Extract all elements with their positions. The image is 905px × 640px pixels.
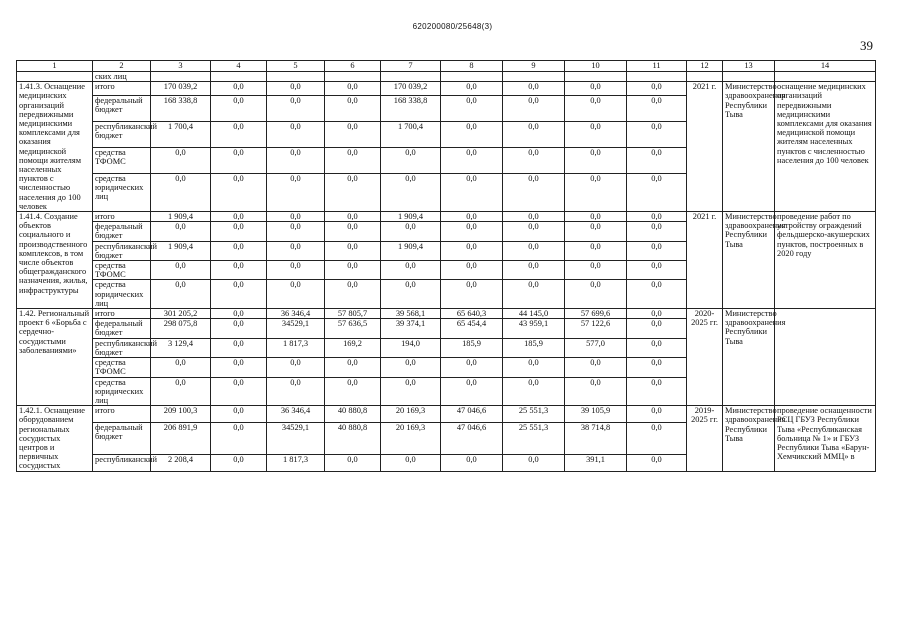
executor-cell: Министерство здравоохранения Республики Тыва	[723, 212, 775, 309]
value-cell: 0,0	[267, 82, 325, 96]
header-cell: 6	[325, 61, 381, 72]
value-cell: 0,0	[381, 377, 441, 406]
value-cell: 25 551,3	[503, 422, 565, 454]
table-row	[17, 309, 876, 319]
value-cell: 0,0	[503, 280, 565, 309]
value-cell: 0,0	[627, 241, 687, 260]
value-cell: 0,0	[267, 173, 325, 211]
value-cell: 0,0	[627, 95, 687, 121]
value-cell: 0,0	[565, 173, 627, 211]
value-cell: 0,0	[381, 358, 441, 377]
value-cell: 0,0	[441, 82, 503, 96]
value-cell: 0,0	[503, 212, 565, 222]
value-cell: 39 105,9	[565, 406, 627, 423]
value-cell: 65 454,4	[441, 319, 503, 338]
continuation-row	[17, 72, 876, 82]
value-cell: 0,0	[211, 280, 267, 309]
value-cell: 57 122,6	[565, 319, 627, 338]
value-cell: 0,0	[565, 121, 627, 147]
funding-type-cell: республиканский бюджет	[93, 121, 151, 147]
item-name-cell: 1.41.3. Оснащение медицинских организаций передвижными медицинскими комплексами для оказания медицинской помощи жителям населенных пунктов с численностью населения до 100 человек	[17, 82, 93, 212]
executor-cell: Министерство здравоохранения Республики Тыва	[723, 406, 775, 471]
header-cell: 3	[151, 61, 211, 72]
result-cell: проведение работ по устройству ограждений фельдшерско-акушерских пунктов, построенных в 2020 году	[775, 212, 876, 309]
funding-type-cell: ских лиц	[93, 72, 151, 82]
value-cell: 0,0	[211, 147, 267, 173]
value-cell: 0,0	[325, 377, 381, 406]
empty-cell	[503, 72, 565, 82]
value-cell: 0,0	[381, 454, 441, 471]
value-cell: 25 551,3	[503, 406, 565, 423]
header-cell: 9	[503, 61, 565, 72]
value-cell: 40 880,8	[325, 406, 381, 423]
value-cell: 0,0	[151, 222, 211, 241]
empty-cell	[267, 72, 325, 82]
value-cell: 0,0	[565, 222, 627, 241]
value-cell: 0,0	[267, 241, 325, 260]
value-cell: 0,0	[325, 147, 381, 173]
value-cell: 185,9	[503, 338, 565, 357]
value-cell: 0,0	[151, 280, 211, 309]
value-cell: 1 700,4	[151, 121, 211, 147]
value-cell: 0,0	[627, 147, 687, 173]
table-row	[17, 212, 876, 222]
value-cell: 0,0	[441, 222, 503, 241]
header-cell: 11	[627, 61, 687, 72]
funding-type-cell: итого	[93, 212, 151, 222]
value-cell: 1 909,4	[381, 212, 441, 222]
value-cell: 40 880,8	[325, 422, 381, 454]
value-cell: 0,0	[211, 261, 267, 280]
value-cell: 0,0	[325, 222, 381, 241]
value-cell: 301 205,2	[151, 309, 211, 319]
value-cell: 0,0	[627, 319, 687, 338]
value-cell: 0,0	[565, 95, 627, 121]
value-cell: 0,0	[325, 454, 381, 471]
value-cell: 185,9	[441, 338, 503, 357]
empty-cell	[211, 72, 267, 82]
value-cell: 0,0	[267, 222, 325, 241]
value-cell: 34529,1	[267, 319, 325, 338]
value-cell: 0,0	[441, 377, 503, 406]
value-cell: 47 046,6	[441, 422, 503, 454]
value-cell: 0,0	[381, 222, 441, 241]
value-cell: 1 909,4	[151, 212, 211, 222]
empty-cell	[381, 72, 441, 82]
funding-type-cell: средства юридических лиц	[93, 173, 151, 211]
value-cell: 0,0	[565, 212, 627, 222]
item-name-cell: 1.42. Региональный проект 6 «Борьба с сердечно-сосудистыми заболеваниями»	[17, 309, 93, 406]
value-cell: 391,1	[565, 454, 627, 471]
value-cell: 0,0	[151, 261, 211, 280]
result-cell: проведение оснащенности РСЦ ГБУЗ Республики Тыва «Республиканская больница № 1» и ГБУЗ Республики Тыва «Барун-Хемчикский ММЦ» в	[775, 406, 876, 471]
value-cell: 170 039,2	[381, 82, 441, 96]
value-cell: 0,0	[503, 261, 565, 280]
value-cell: 0,0	[503, 454, 565, 471]
value-cell: 0,0	[211, 377, 267, 406]
funding-type-cell: средства ТФОМС	[93, 147, 151, 173]
value-cell: 0,0	[627, 280, 687, 309]
executor-cell: Министерство здравоохранения Республики Тыва	[723, 82, 775, 212]
value-cell: 0,0	[503, 241, 565, 260]
value-cell: 0,0	[267, 377, 325, 406]
value-cell: 0,0	[325, 121, 381, 147]
value-cell: 0,0	[441, 261, 503, 280]
budget-table	[16, 60, 876, 472]
value-cell: 0,0	[441, 95, 503, 121]
value-cell: 0,0	[267, 212, 325, 222]
year-cell: 2021 г.	[687, 82, 723, 212]
header-cell: 12	[687, 61, 723, 72]
value-cell: 0,0	[151, 377, 211, 406]
value-cell: 0,0	[441, 280, 503, 309]
value-cell: 0,0	[441, 121, 503, 147]
value-cell: 0,0	[565, 358, 627, 377]
funding-type-cell: республиканский	[93, 454, 151, 471]
value-cell: 0,0	[325, 280, 381, 309]
item-name-cell: 1.42.1. Оснащение оборудованием региональных сосудистых центров и первичных сосудистых	[17, 406, 93, 471]
value-cell: 1 817,3	[267, 454, 325, 471]
funding-type-cell: итого	[93, 309, 151, 319]
funding-type-cell: федеральный бюджет	[93, 319, 151, 338]
value-cell: 0,0	[627, 309, 687, 319]
value-cell: 43 959,1	[503, 319, 565, 338]
value-cell: 0,0	[381, 261, 441, 280]
value-cell: 0,0	[267, 261, 325, 280]
value-cell: 0,0	[211, 222, 267, 241]
value-cell: 57 636,5	[325, 319, 381, 338]
value-cell: 0,0	[565, 241, 627, 260]
year-cell: 2021 г.	[687, 212, 723, 309]
value-cell: 0,0	[627, 338, 687, 357]
document-id: 620200080/25648(3)	[412, 22, 493, 31]
value-cell: 0,0	[211, 358, 267, 377]
value-cell: 170 039,2	[151, 82, 211, 96]
value-cell: 0,0	[503, 82, 565, 96]
header-cell: 4	[211, 61, 267, 72]
value-cell: 0,0	[627, 261, 687, 280]
value-cell: 20 169,3	[381, 406, 441, 423]
header-cell: 1	[17, 61, 93, 72]
value-cell: 0,0	[151, 147, 211, 173]
value-cell: 194,0	[381, 338, 441, 357]
executor-cell: Министерство здравоохранения Республики Тыва	[723, 309, 775, 406]
header-cell: 2	[93, 61, 151, 72]
result-cell	[775, 309, 876, 406]
header-cell: 10	[565, 61, 627, 72]
empty-cell	[565, 72, 627, 82]
table-row	[17, 406, 876, 423]
value-cell: 206 891,9	[151, 422, 211, 454]
funding-type-cell: итого	[93, 82, 151, 96]
value-cell: 0,0	[381, 173, 441, 211]
year-cell: 2020-2025 гг.	[687, 309, 723, 406]
value-cell: 0,0	[441, 358, 503, 377]
value-cell: 47 046,6	[441, 406, 503, 423]
result-cell: оснащение медицинских организаций передвижными медицинскими комплексами для оказания медицинской помощи жителям населенных пунктов с численностью населения до 100 человек	[775, 82, 876, 212]
empty-cell	[723, 72, 775, 82]
value-cell: 0,0	[267, 147, 325, 173]
value-cell: 0,0	[151, 173, 211, 211]
value-cell: 0,0	[325, 358, 381, 377]
value-cell: 0,0	[211, 173, 267, 211]
value-cell: 298 075,8	[151, 319, 211, 338]
table-row	[17, 82, 876, 96]
header-cell: 5	[267, 61, 325, 72]
value-cell: 209 100,3	[151, 406, 211, 423]
value-cell: 1 909,4	[151, 241, 211, 260]
page-number: 39	[860, 38, 873, 53]
funding-type-cell: средства ТФОМС	[93, 358, 151, 377]
value-cell: 0,0	[503, 377, 565, 406]
value-cell: 0,0	[211, 121, 267, 147]
value-cell: 0,0	[267, 358, 325, 377]
value-cell: 0,0	[211, 406, 267, 423]
value-cell: 0,0	[267, 95, 325, 121]
value-cell: 0,0	[325, 212, 381, 222]
value-cell: 2 208,4	[151, 454, 211, 471]
value-cell: 0,0	[565, 147, 627, 173]
header-row	[17, 61, 876, 72]
value-cell: 0,0	[627, 173, 687, 211]
empty-cell	[151, 72, 211, 82]
value-cell: 169,2	[325, 338, 381, 357]
value-cell: 0,0	[503, 173, 565, 211]
empty-cell	[627, 72, 687, 82]
funding-type-cell: федеральный бюджет	[93, 222, 151, 241]
value-cell: 168 338,8	[381, 95, 441, 121]
value-cell: 0,0	[565, 280, 627, 309]
value-cell: 0,0	[211, 212, 267, 222]
value-cell: 1 817,3	[267, 338, 325, 357]
value-cell: 0,0	[267, 280, 325, 309]
value-cell: 0,0	[503, 121, 565, 147]
value-cell: 0,0	[627, 406, 687, 423]
value-cell: 0,0	[627, 82, 687, 96]
value-cell: 39 374,1	[381, 319, 441, 338]
value-cell: 0,0	[211, 309, 267, 319]
value-cell: 0,0	[503, 95, 565, 121]
value-cell: 0,0	[211, 319, 267, 338]
value-cell: 0,0	[441, 241, 503, 260]
value-cell: 39 568,1	[381, 309, 441, 319]
value-cell: 0,0	[441, 212, 503, 222]
header-cell: 14	[775, 61, 876, 72]
header-cell: 13	[723, 61, 775, 72]
value-cell: 0,0	[325, 173, 381, 211]
empty-cell	[441, 72, 503, 82]
value-cell: 38 714,8	[565, 422, 627, 454]
value-cell: 0,0	[325, 241, 381, 260]
funding-type-cell: средства юридических лиц	[93, 280, 151, 309]
item-name-cell: 1.41.4. Создание объектов социального и производственного комплексов, в том числе объектов общегражданского назначения, жилья, инфраструктуры	[17, 212, 93, 309]
value-cell: 57 805,7	[325, 309, 381, 319]
value-cell: 44 145,0	[503, 309, 565, 319]
funding-type-cell: федеральный бюджет	[93, 422, 151, 454]
value-cell: 0,0	[503, 222, 565, 241]
value-cell: 57 699,6	[565, 309, 627, 319]
value-cell: 0,0	[565, 377, 627, 406]
value-cell: 0,0	[627, 121, 687, 147]
value-cell: 36 346,4	[267, 406, 325, 423]
empty-cell	[687, 72, 723, 82]
value-cell: 0,0	[267, 121, 325, 147]
funding-type-cell: республиканский бюджет	[93, 338, 151, 357]
header-cell: 7	[381, 61, 441, 72]
value-cell: 20 169,3	[381, 422, 441, 454]
funding-type-cell: итого	[93, 406, 151, 423]
empty-cell	[775, 72, 876, 82]
value-cell: 0,0	[441, 454, 503, 471]
value-cell: 0,0	[151, 358, 211, 377]
value-cell: 0,0	[211, 95, 267, 121]
funding-type-cell: республиканский бюджет	[93, 241, 151, 260]
value-cell: 3 129,4	[151, 338, 211, 357]
value-cell: 0,0	[211, 338, 267, 357]
value-cell: 0,0	[503, 358, 565, 377]
year-cell: 2019-2025 гг.	[687, 406, 723, 471]
value-cell: 0,0	[627, 422, 687, 454]
value-cell: 0,0	[381, 147, 441, 173]
value-cell: 0,0	[627, 454, 687, 471]
value-cell: 0,0	[211, 454, 267, 471]
value-cell: 36 346,4	[267, 309, 325, 319]
value-cell: 0,0	[441, 147, 503, 173]
value-cell: 0,0	[325, 95, 381, 121]
value-cell: 577,0	[565, 338, 627, 357]
empty-cell	[325, 72, 381, 82]
value-cell: 0,0	[381, 280, 441, 309]
value-cell: 0,0	[565, 261, 627, 280]
value-cell: 0,0	[627, 222, 687, 241]
value-cell: 0,0	[211, 241, 267, 260]
value-cell: 65 640,3	[441, 309, 503, 319]
value-cell: 168 338,8	[151, 95, 211, 121]
funding-type-cell: средства юридических лиц	[93, 377, 151, 406]
value-cell: 0,0	[325, 82, 381, 96]
item-name-cell	[17, 72, 93, 82]
value-cell: 0,0	[211, 422, 267, 454]
funding-type-cell: средства ТФОМС	[93, 261, 151, 280]
value-cell: 1 909,4	[381, 241, 441, 260]
value-cell: 0,0	[627, 377, 687, 406]
value-cell: 0,0	[211, 82, 267, 96]
value-cell: 0,0	[441, 173, 503, 211]
funding-type-cell: федеральный бюджет	[93, 95, 151, 121]
value-cell: 0,0	[565, 82, 627, 96]
value-cell: 0,0	[627, 212, 687, 222]
header-cell: 8	[441, 61, 503, 72]
value-cell: 0,0	[627, 358, 687, 377]
value-cell: 0,0	[503, 147, 565, 173]
value-cell: 1 700,4	[381, 121, 441, 147]
value-cell: 34529,1	[267, 422, 325, 454]
value-cell: 0,0	[325, 261, 381, 280]
